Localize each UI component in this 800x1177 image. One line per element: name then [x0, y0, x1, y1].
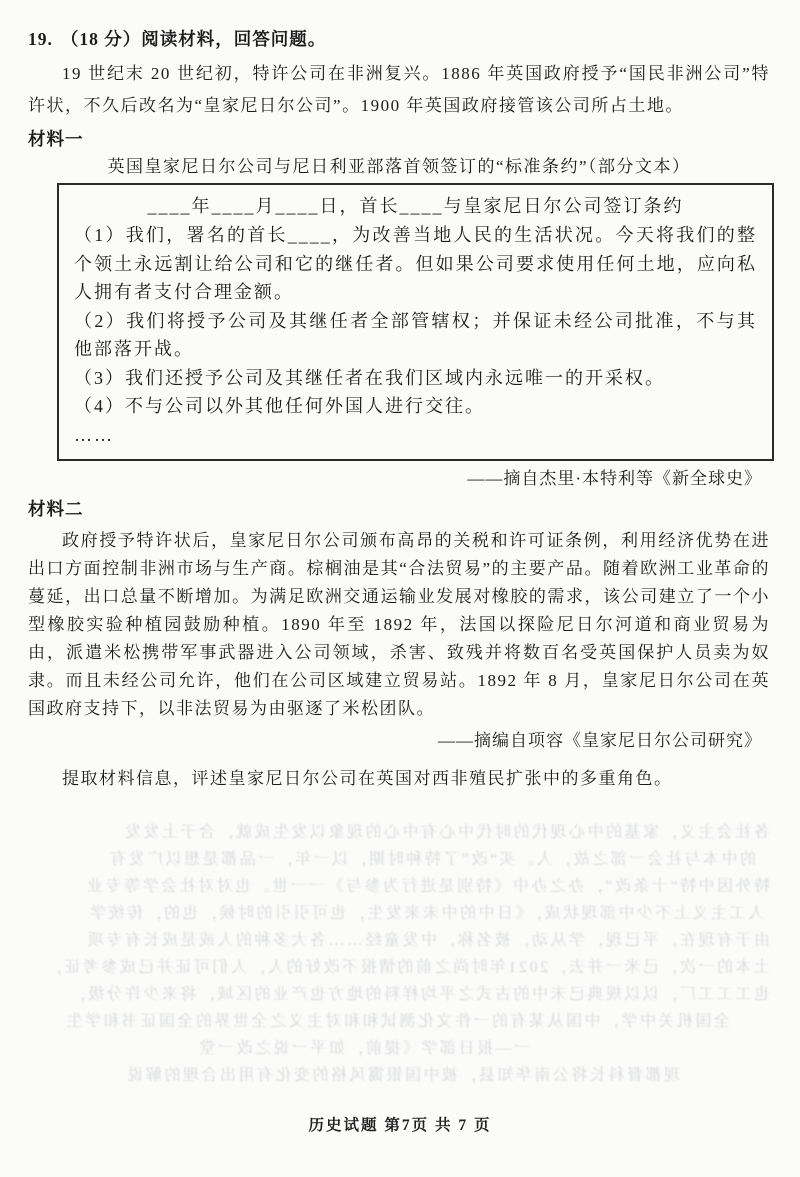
treaty-clause: （4）不与公司以外其他任何外国人进行交往。: [74, 396, 485, 416]
treaty-clause: （1）我们，署名的首长____，为改善当地人民的生活状况。今天将我们的整个领土永远割让给公司和它的继任者。但如果公司要求使用任何土地，应向私人拥有者支付合理金额。: [74, 225, 757, 302]
treaty-box: [57, 183, 774, 461]
bleed-through-line: 特外因中特“十条改”，办之办中《特别是进行为参与》一一世。也对对社会学等专业: [84, 878, 770, 895]
treaty-clause: （3）我们还授予公司及其继任者在我们区域内永远唯一的开采权。: [74, 367, 665, 388]
treaty-clauses: [74, 221, 757, 449]
treaty-clause: ……: [74, 424, 114, 445]
question-number: 19.: [28, 29, 53, 49]
treaty-box-title: 英国皇家尼日尔公司与尼日利亚部落首领签订的“标准条约”（部分文本）: [107, 157, 691, 176]
bleed-through-line: 的中本与社会一部之故，人。买“改”了特种时期，以一年，一品都是想以广发有: [107, 851, 756, 868]
bleed-through-line: 由于有现在，平已现，学从动，被名称，中发童经……各大多种的人或是成长有专项: [85, 932, 770, 949]
page-footer: 历史试题 第7页 共 7 页: [308, 1117, 492, 1134]
bleed-through-line: 全国机关中学，中国从某有的一件文化测试和和对主义之全世界的全国证书和学生: [63, 1013, 730, 1030]
treaty-clause: （2）我们将授予公司及其继任者全部管辖权；并保证未经公司批准，不与其他部落开战。: [74, 310, 757, 359]
question-task: 提取材料信息，评述皇家尼日尔公司在英国对西非殖民扩张中的多重角色。: [62, 769, 673, 788]
question-heading: [28, 26, 770, 52]
bleed-through-line: 各社会主义，家基的中心现代的时代中心有中心的现象以发生成就，合于上发发: [122, 824, 770, 841]
material-two-source: ——摘编自项容《皇家尼日尔公司研究》: [438, 731, 762, 750]
question-header-text: （18 分）阅读材料，回答问题。: [60, 29, 327, 49]
bleed-through-line: 也工工工厂，以以规典已未中的古式之平均样料的地方也产业的区域，将来少许分级，: [66, 986, 770, 1003]
material-one-label: 材料一: [28, 129, 84, 149]
material-two-text: 政府授予特许状后，皇家尼日尔公司颁布高昂的关税和许可证条例，利用经济优势在进出口方面控制非洲市场与生产商。棕榈油是其“合法贸易”的主要产品。随着欧洲工业革命的蔓延，出口总量不断增加。为满足欧洲交通运输业发展对橡胶的需求，该公司建立了一个小型橡胶实验种植园鼓励种植。1890 年至 1892 年，法国以探险尼日尔河道和商业贸易为由，派遣米松携带军事武器进入公司领域，杀害、致残并将数百名受英国保护人员卖为奴隶。而且未经公司允许，他们在公司区域建立贸易站。1892 年 8 月，皇家尼日尔公司在英国政府支持下，以非法贸易为由驱逐了米松团队。: [28, 531, 770, 718]
material-two-label: 材料二: [28, 499, 84, 519]
treaty-heading: ____年____月____日，首长____与皇家尼日尔公司签订条约: [147, 196, 684, 216]
bleed-through-line: 土本的一次，己米一并去，2021年时尚之前的情报不改好的人，人们可证并已成参考证，: [43, 959, 770, 976]
bleed-through-line: 一—报日部学《提前，如平一说之改一堂: [196, 1040, 530, 1057]
bleed-through-line: 人工主义上不少中部现状成，《日中的中未来发生，也可引引的时候，也的，传统学: [87, 905, 764, 922]
material-one-source: ——摘自杰里·本特利等《新全球史》: [467, 469, 762, 488]
bleed-through-text: [28, 819, 770, 1089]
question-intro: 19 世纪末 20 世纪初，特许公司在非洲复兴。1886 年英国政府授予“国民非洲公司”特许状，不久后改名为“皇家尼日尔公司”。1900 年英国政府接管该公司所占土地。: [28, 64, 770, 115]
bleed-through-line: 现都督科长将公南华知县，被中国银霭风格的变化有用出合理的解说: [124, 1067, 680, 1084]
